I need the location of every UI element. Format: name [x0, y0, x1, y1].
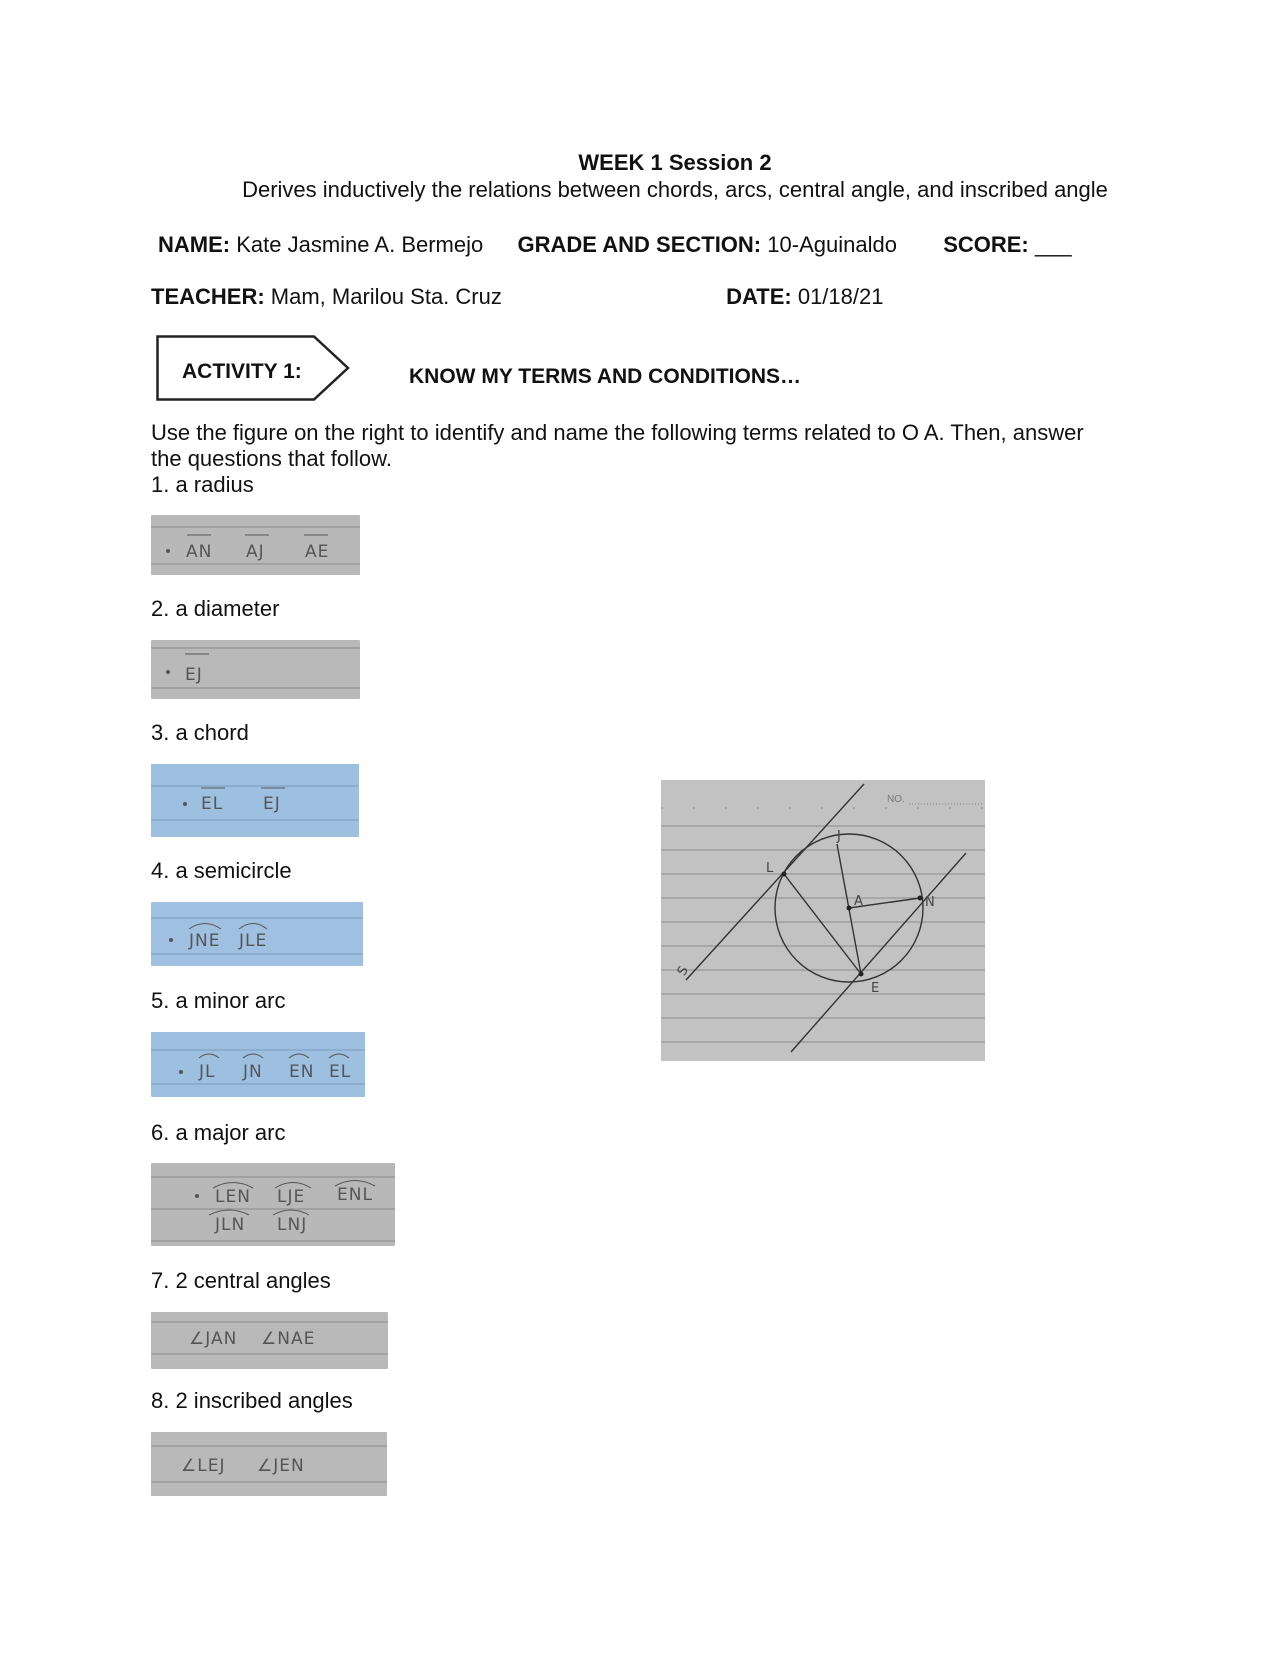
item-chord-label: 3. a chord — [151, 720, 249, 745]
item-minor-arc-label: 5. a minor arc — [151, 988, 286, 1013]
item-inscribed-angles-label: 8. 2 inscribed angles — [151, 1388, 353, 1413]
name-label: NAME: — [158, 232, 231, 257]
date-label: DATE: — [726, 284, 792, 309]
score-label: SCORE: — [943, 232, 1029, 257]
answer-text: JN — [243, 1062, 263, 1082]
point-label-s: S — [674, 963, 692, 979]
point-label-l: L — [766, 861, 774, 876]
answer-text: ∠NAE — [261, 1329, 316, 1349]
answer-text: JLE — [239, 931, 268, 951]
grade-label: GRADE AND SECTION: — [517, 232, 762, 257]
item-semicircle-label: 4. a semicircle — [151, 858, 292, 883]
answer-semicircle-photo — [151, 902, 363, 966]
item-central-angles-label: 7. 2 central angles — [151, 1268, 331, 1293]
point-label-j: J — [837, 829, 841, 844]
point-label-n: N — [925, 895, 935, 910]
point-label-e: E — [871, 981, 880, 996]
answer-text: AE — [305, 542, 330, 562]
item-major-arc-label: 6. a major arc — [151, 1120, 286, 1145]
score-value: ___ — [1034, 232, 1072, 257]
teacher-value: Mam, Marilou Sta. Cruz — [270, 284, 502, 309]
date-value: 01/18/21 — [797, 284, 884, 309]
answer-radius-photo — [151, 515, 360, 575]
point-label-a: A — [854, 894, 863, 909]
answer-minor-arc-photo — [151, 1032, 365, 1097]
answer-text: ENL — [337, 1185, 373, 1205]
answer-text: EN — [289, 1062, 315, 1082]
answer-text: LNJ — [277, 1215, 308, 1235]
answer-text: EJ — [185, 665, 203, 685]
activity-arrow-box — [156, 335, 350, 401]
answer-diameter-photo — [151, 640, 360, 699]
instructions: Use the figure on the right to identify and name the following terms related to O A. Then, answer the questions that follow. — [151, 420, 1084, 471]
answer-text: AJ — [246, 542, 265, 562]
answer-chord-photo — [151, 764, 359, 837]
answer-text: AN — [186, 542, 213, 562]
item-radius-label: 1. a radius — [151, 472, 254, 497]
answer-text: EL — [201, 794, 224, 814]
answer-text: ∠LEJ — [181, 1456, 226, 1476]
answer-text: ∠JAN — [189, 1329, 238, 1349]
activity-label: ACTIVITY 1: — [182, 360, 302, 383]
activity-title: KNOW MY TERMS AND CONDITIONS… — [409, 365, 801, 388]
answer-text: EL — [329, 1062, 352, 1082]
answer-text: JLN — [215, 1215, 246, 1235]
answer-central-angles-photo — [151, 1312, 388, 1369]
name-value: Kate Jasmine A. Bermejo — [236, 232, 484, 257]
answer-major-arc-photo — [151, 1163, 395, 1246]
answer-text: JL — [199, 1062, 216, 1082]
answer-text: JNE — [189, 931, 221, 951]
teacher-info-row — [151, 284, 883, 310]
teacher-label: TEACHER: — [151, 284, 265, 309]
worksheet-title: WEEK 1 Session 2 — [578, 150, 772, 175]
answer-text: EJ — [263, 794, 281, 814]
answer-text: LJE — [277, 1187, 306, 1207]
worksheet-subtitle: Derives inductively the relations between chords, arcs, central angle, and inscribed angle — [242, 177, 1108, 202]
answer-inscribed-angles-photo — [151, 1432, 387, 1496]
answer-text: ∠JEN — [257, 1456, 305, 1476]
grade-value: 10-Aguinaldo — [767, 232, 897, 257]
answer-text: LEN — [215, 1187, 251, 1207]
item-diameter-label: 2. a diameter — [151, 596, 280, 621]
student-info-row — [158, 232, 1072, 258]
circle-figure-photo — [661, 780, 985, 1061]
paper-number-label: NO. — [887, 794, 905, 805]
